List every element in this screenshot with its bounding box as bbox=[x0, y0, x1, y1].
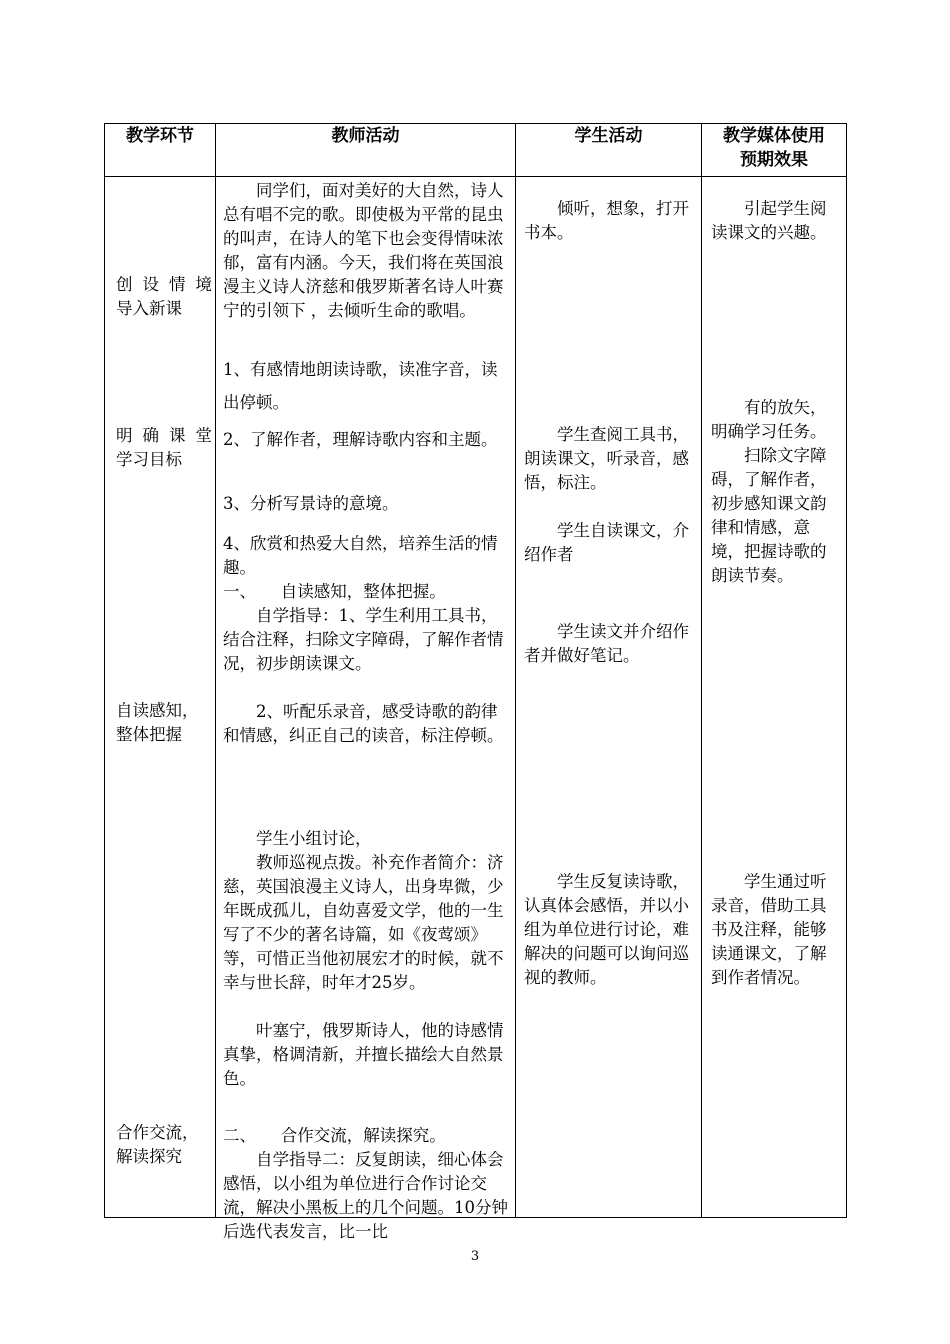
part2-guide: 自学指导二：反复朗读，细心体会感悟，以小组为单位进行合作讨论交流，解决小黑板上的几个问题。10分钟后选代表发言，比一比 bbox=[223, 1150, 508, 1241]
header-media-line2: 预期效果 bbox=[740, 150, 808, 170]
group-discussion: 学生小组讨论， bbox=[256, 829, 372, 848]
effect-1: 引起学生阅读课文的兴趣。 bbox=[711, 199, 827, 242]
part1-guide-2: 2、听配乐录音，感受诗歌的韵律和情感，纠正自己的读音，标注停顿。 bbox=[223, 702, 504, 745]
table-header-row bbox=[105, 124, 847, 177]
student-activity-column bbox=[516, 177, 702, 1218]
stage-clear-goals: 明确课堂 学习目标 bbox=[116, 426, 212, 469]
page-number: 3 bbox=[470, 1249, 480, 1264]
yesenin-intro: 叶塞宁，俄罗斯诗人，他的诗感情真挚，格调清新，并擅长描绘大自然景色。 bbox=[223, 1021, 504, 1088]
effect-4: 学生通过听录音，借助工具书及注释，能够读通课文，了解到作者情况。 bbox=[711, 872, 827, 987]
goal-1: 1、有感情地朗读诗歌，读准字音，读出停顿。 bbox=[223, 360, 498, 412]
header-teacher-activity: 教师活动 bbox=[216, 124, 516, 177]
stage-create-situation: 创设情境 导入新课 bbox=[116, 275, 212, 318]
effect-3: 扫除文字障碍，了解作者，初步感知课文韵律和情感，意境，把握诗歌的朗读节奏。 bbox=[711, 446, 827, 585]
header-media-line1: 教学媒体使用 bbox=[723, 126, 825, 146]
student-activity-3: 学生自读课文，介绍作者 bbox=[524, 521, 689, 564]
header-media-effect bbox=[702, 124, 847, 177]
student-activity-5: 学生反复读诗歌，认真体会感悟，并以小组为单位进行讨论，难解决的问题可以询问巡视的教师。 bbox=[524, 872, 689, 987]
goal-3: 3、分析写景诗的意境。 bbox=[223, 494, 399, 513]
table-body-row bbox=[105, 177, 847, 1218]
effect-2: 有的放矢，明确学习任务。 bbox=[711, 398, 827, 441]
student-activity-1: 倾听，想象，打开书本。 bbox=[524, 199, 689, 242]
student-activity-2: 学生查阅工具书，朗读课文，听录音，感悟，标注。 bbox=[524, 425, 689, 492]
lesson-plan-table bbox=[104, 123, 847, 1241]
teacher-intro-paragraph: 同学们，面对美好的大自然，诗人总有唱不完的歌。即使极为平常的昆虫的叫声，在诗人的笔下也会变得情味浓郁，富有内涵。今天，我们将在英国浪漫主义诗人济慈和俄罗斯著名诗人叶赛宁的引领下 ，去倾听生命的歌唱。 bbox=[223, 181, 504, 320]
stage-self-reading: 自读感知， 整体把握 bbox=[116, 701, 199, 744]
stage-column bbox=[105, 177, 216, 1218]
part2-title: 二、 合作交流，解读探究。 bbox=[223, 1126, 446, 1145]
header-teaching-stage: 教学环节 bbox=[105, 124, 216, 177]
student-activity-4: 学生读文并介绍作者并做好笔记。 bbox=[524, 622, 689, 665]
keats-intro: 教师巡视点拨。补充作者简介：济慈，英国浪漫主义诗人，出身卑微，少年既成孤儿，自幼喜爱文学，他的一生写了不少的著名诗篇，如《夜莺颂》等，可惜正当他初展宏才的时候，就不幸与世长辞，时年才25岁。 bbox=[223, 853, 504, 992]
header-student-activity: 学生活动 bbox=[516, 124, 702, 177]
stage-cooperation: 合作交流， 解读探究 bbox=[116, 1123, 199, 1166]
part1-title: 一、 自读感知，整体把握。 bbox=[223, 582, 446, 601]
teacher-activity-column bbox=[216, 177, 516, 1241]
media-effect-column bbox=[702, 177, 847, 1218]
goal-4: 4、欣赏和热爱大自然，培养生活的情趣。 bbox=[223, 534, 498, 577]
goal-2: 2、了解作者，理解诗歌内容和主题。 bbox=[223, 430, 498, 449]
part1-guide-1: 自学指导：1、学生利用工具书，结合注释，扫除文字障碍，了解作者情况，初步朗读课文。 bbox=[223, 606, 504, 673]
